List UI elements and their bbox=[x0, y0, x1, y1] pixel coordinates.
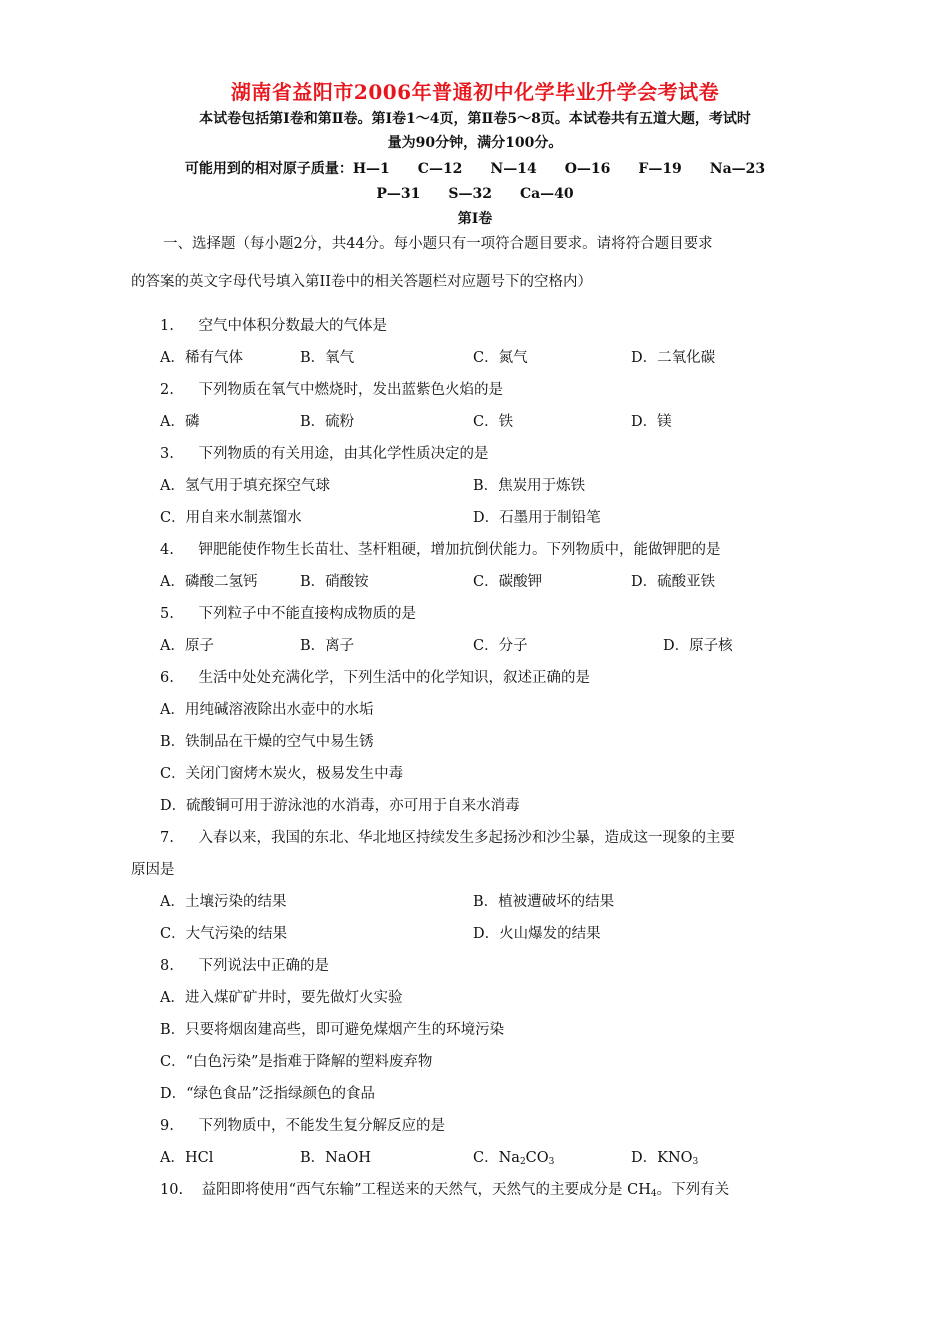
q8-option-d: D．“绿色食品”泛指绿颜色的食品 bbox=[160, 1086, 375, 1102]
section-title: 第Ⅰ卷 bbox=[457, 211, 493, 227]
q9-option-c: C．$Na_2CO_3$ bbox=[473, 1150, 555, 1167]
question-7-continued: 原因是 bbox=[131, 862, 175, 878]
question-number: 2. bbox=[160, 382, 174, 398]
question-stem: 下列物质中，不能发生复分解反应的是 bbox=[198, 1118, 445, 1134]
question-number: 7. bbox=[160, 830, 174, 846]
ch4-subscript: 4 bbox=[650, 1189, 657, 1199]
q7-option-d: D．火山爆发的结果 bbox=[473, 926, 601, 942]
question-stem: 下列说法中正确的是 bbox=[198, 958, 329, 974]
question-number: 6. bbox=[160, 670, 174, 686]
question-number: 8. bbox=[160, 958, 174, 974]
atomic-masses-line-2: P—31 S—32 Ca—40 bbox=[376, 186, 574, 202]
question-number: 3. bbox=[160, 446, 174, 462]
question-number: 1. bbox=[160, 318, 174, 334]
question-stem: 下列物质在氧气中燃烧时，发出蓝紫色火焰的是 bbox=[198, 382, 503, 398]
q8-option-b: B．只要将烟囱建高些，即可避免煤烟产生的环境污染 bbox=[160, 1022, 505, 1038]
q4-option-b: B．硝酸铵 bbox=[300, 574, 369, 590]
q9-option-b: B．NaOH bbox=[300, 1150, 372, 1166]
q5-option-d: D．原子核 bbox=[663, 638, 733, 654]
exam-title: 湖南省益阳市2006年普通初中化学毕业升学会考试卷 bbox=[230, 80, 720, 104]
q9-option-a: A．HCl bbox=[160, 1150, 214, 1166]
q4-option-c: C．碳酸钾 bbox=[473, 574, 543, 590]
q3-option-b: B．焦炭用于炼铁 bbox=[473, 478, 586, 494]
q3-option-a: A．氢气用于填充探空气球 bbox=[160, 478, 330, 494]
question-6 bbox=[160, 668, 590, 688]
q9-option-d: D．$KNO_3$ bbox=[631, 1150, 699, 1167]
q5-option-c: C．分子 bbox=[473, 638, 528, 654]
question-8 bbox=[160, 956, 329, 976]
question-stem: 益阳即将使用“西气东输”工程送来的天然气，天然气的主要成分是 CH bbox=[201, 1182, 651, 1198]
q1-option-b: B．氧气 bbox=[300, 350, 355, 366]
question-2 bbox=[160, 380, 503, 400]
question-stem-tail: 。下列有关 bbox=[656, 1182, 730, 1198]
atomic-masses-line-1: 可能用到的相对原子质量：H—1 C—12 N—14 O—16 F—19 Na—23 bbox=[184, 161, 766, 177]
q5-option-a: A．原子 bbox=[160, 638, 214, 654]
q2-option-b: B．硫粉 bbox=[300, 414, 355, 430]
question-5 bbox=[160, 604, 416, 624]
question-stem: 生活中处处充满化学，下列生活中的化学知识，叙述正确的是 bbox=[198, 670, 590, 686]
q8-option-a: A．进入煤矿矿井时，要先做灯火实验 bbox=[160, 990, 403, 1006]
question-stem: 空气中体积分数最大的气体是 bbox=[198, 318, 387, 334]
q4-option-a: A．磷酸二氢钙 bbox=[160, 574, 258, 590]
question-9 bbox=[160, 1116, 445, 1136]
question-number: 10. bbox=[160, 1182, 184, 1198]
question-number: 4. bbox=[160, 542, 174, 558]
q4-option-d: D．硫酸亚铁 bbox=[631, 574, 716, 590]
q3-option-c: C．用自来水制蒸馏水 bbox=[160, 510, 302, 526]
q8-option-c: C．“白色污染”是指难于降解的塑料废弃物 bbox=[160, 1054, 433, 1070]
question-7 bbox=[160, 828, 735, 848]
q7-option-a: A．土壤污染的结果 bbox=[160, 894, 287, 910]
question-number: 9. bbox=[160, 1118, 174, 1134]
q7-option-c: C．大气污染的结果 bbox=[160, 926, 288, 942]
intro-line-1: 本试卷包括第Ⅰ卷和第Ⅱ卷。第Ⅰ卷1～4页，第Ⅱ卷5～8页。本试卷共有五道大题，考试时 bbox=[199, 111, 751, 127]
instructions-line-2: 的答案的英文字母代号填入第II卷中的相关答题栏对应题号下的空格内） bbox=[131, 274, 592, 290]
question-stem: 入春以来，我国的东北、华北地区持续发生多起扬沙和沙尘暴，造成这一现象的主要 bbox=[198, 830, 735, 846]
q7-option-b: B．植被遭破坏的结果 bbox=[473, 894, 615, 910]
question-number: 5. bbox=[160, 606, 174, 622]
intro-line-2: 量为90分钟，满分100分。 bbox=[387, 135, 563, 151]
q1-option-a: A．稀有气体 bbox=[160, 350, 243, 366]
question-3 bbox=[160, 444, 488, 464]
instructions-line-1: 一、选择题（每小题2分，共44分。每小题只有一项符合题目要求。请将符合题目要求 bbox=[163, 236, 713, 252]
question-stem: 下列物质的有关用途，由其化学性质决定的是 bbox=[198, 446, 489, 462]
question-stem: 钾肥能使作物生长苗壮、茎杆粗硬，增加抗倒伏能力。下列物质中，能做钾肥的是 bbox=[198, 542, 721, 558]
q5-option-b: B．离子 bbox=[300, 638, 355, 654]
q2-option-c: C．铁 bbox=[473, 414, 514, 430]
q1-option-d: D．二氧化碳 bbox=[631, 350, 716, 366]
q2-option-d: D．镁 bbox=[631, 414, 672, 430]
question-stem: 下列粒子中不能直接构成物质的是 bbox=[198, 606, 416, 622]
q6-option-a: A．用纯碱溶液除出水壶中的水垢 bbox=[160, 702, 374, 718]
q6-option-c: C．关闭门窗烤木炭火，极易发生中毒 bbox=[160, 766, 404, 782]
question-4 bbox=[160, 540, 720, 560]
question-1 bbox=[160, 316, 387, 336]
q3-option-d: D．石墨用于制铅笔 bbox=[473, 510, 601, 526]
q6-option-d: D．硫酸铜可用于游泳池的水消毒，亦可用于自来水消毒 bbox=[160, 798, 520, 814]
question-10 bbox=[160, 1180, 729, 1204]
q2-option-a: A．磷 bbox=[160, 414, 200, 430]
q6-option-b: B．铁制品在干燥的空气中易生锈 bbox=[160, 734, 374, 750]
q1-option-c: C．氮气 bbox=[473, 350, 528, 366]
